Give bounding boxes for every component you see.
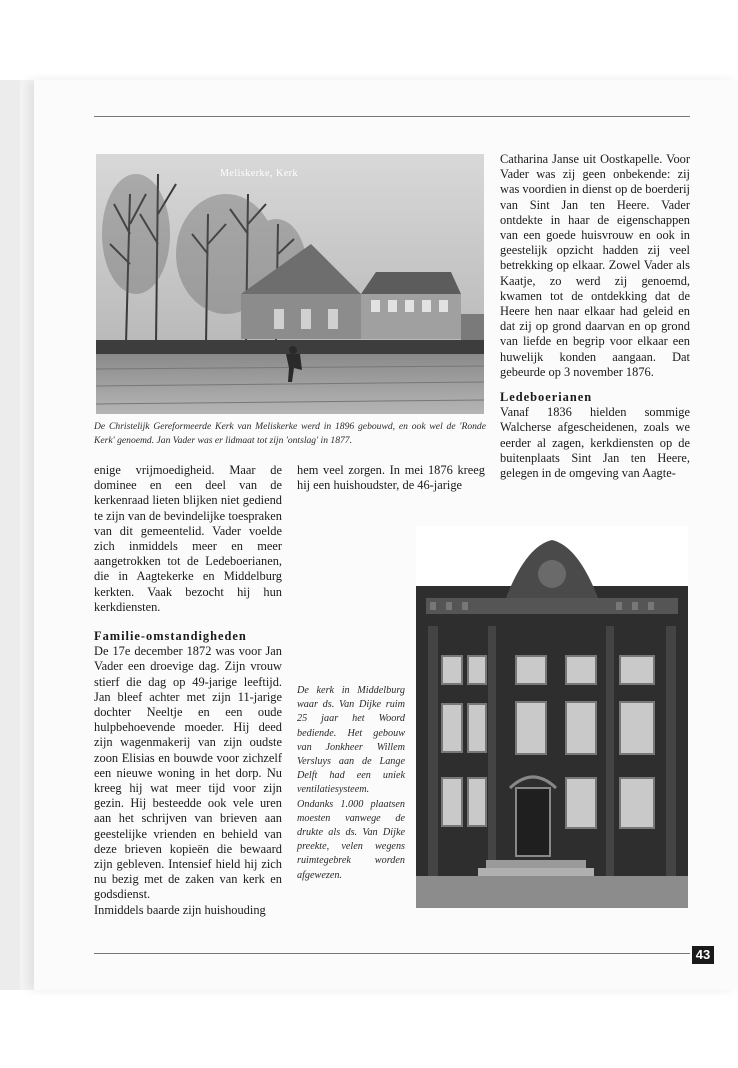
section-heading-familie: Familie-omstandigheden	[94, 629, 247, 644]
building-photo-drawing	[416, 526, 688, 908]
building-photo	[416, 526, 688, 908]
church-photo-drawing	[96, 154, 484, 414]
paragraph: De 17e december 1872 was voor Jan Vader een droevige dag. Zijn vrouw stierf die dag op 49-jarige leeftijd. Jan bleef achter met zijn 11-jarige dochter Neeltje en een oude hulpbehoevende moeder. Hij deed zijn wagenmakerij van zijn oudste zoon Elisias en bouwde voor zichzelf een nieuwe woning in het dorp. Nu kreeg hij wat meer tijd voor zijn gezin. Hij besteedde ook vele uren aan het schrijven van brieven aan geestelijke vrienden en behield van deze brieven kopieën die bewaard zijn gebleven. Intensief hield hij zich nu bezig met de zaken van kerk en godsdienst.	[94, 644, 282, 902]
left-column-text	[94, 463, 282, 918]
church-photo	[96, 154, 484, 414]
top-rule	[94, 116, 690, 117]
paragraph: Vanaf 1836 hielden sommige Walcherse afgescheidenen, zoals we eerder al zagen, kerkdiensten op de buitenplaats Sint Jan ten Heere, gelegen in de omgeving van Aagte-	[500, 405, 690, 481]
paragraph: enige vrijmoedigheid. Maar de dominee en een deel van de kerkenraad lieten blijken niet gediend te zijn van de bevindelijke toespraken van dit gemeentelid. Vader voelde zich inmiddels meer en meer aangetrokken tot de Ledeboerianen, die in Aagtekerke en Middelburg kerkten. Vaak bezocht hij hun kerkdiensten.	[94, 463, 282, 614]
paragraph: hem veel zorgen. In mei 1876 kreeg hij een huishoudster, de 46-jarige	[297, 463, 485, 493]
paragraph: Inmiddels baarde zijn huishouding	[94, 902, 266, 917]
building-photo-caption: De kerk in Middelburg waar ds. Van Dijke ruim 25 jaar het Woord bediende. Het gebouw van Jonkheer Willem Versluys aan de Lange Delft had een uniek ventilatiesysteem. Ondanks 1.000 plaatsen moesten vanwege de drukte als ds. Van Dijke preekte, velen wegens ruimtegebrek worden afgewezen.	[297, 685, 405, 881]
paragraph: Catharina Janse uit Oostkapelle. Voor Vader was zij geen onbekende: zij was voordien in dienst op de boerderij van Sint Jan ten Heere. Vader ontdekte in haar de eigenschappen van een goede huisvrouw en ook in geestelijk opzicht hadden zij veel betrekking op elkaar. Zowel Vader als Kaatje, zo werd zij genoemd, kwamen tot de ontdekking dat de Heere hen naar elkaar had geleid en dat zij op grond daarvan en op grond van liefde en begrip voor elkaar een huwelijk konden aangaan. Dat gebeurde op 3 november 1876.	[500, 152, 690, 379]
bottom-rule	[94, 953, 690, 954]
right-column-text	[500, 152, 690, 481]
page-number: 43	[692, 946, 714, 964]
photo-inscription: Meliskerke, Kerk	[220, 168, 298, 179]
book-gutter	[20, 80, 35, 990]
section-heading-ledeboerianen: Ledeboerianen	[500, 390, 593, 405]
middle-column-text	[297, 463, 485, 493]
church-photo-caption: De Christelijk Gereformeerde Kerk van Meliskerke werd in 1896 gebouwd, en ook wel de 'Ronde Kerk' genoemd. Jan Vader was er lidmaat tot zijn 'ontslag' in 1877.	[94, 421, 486, 446]
